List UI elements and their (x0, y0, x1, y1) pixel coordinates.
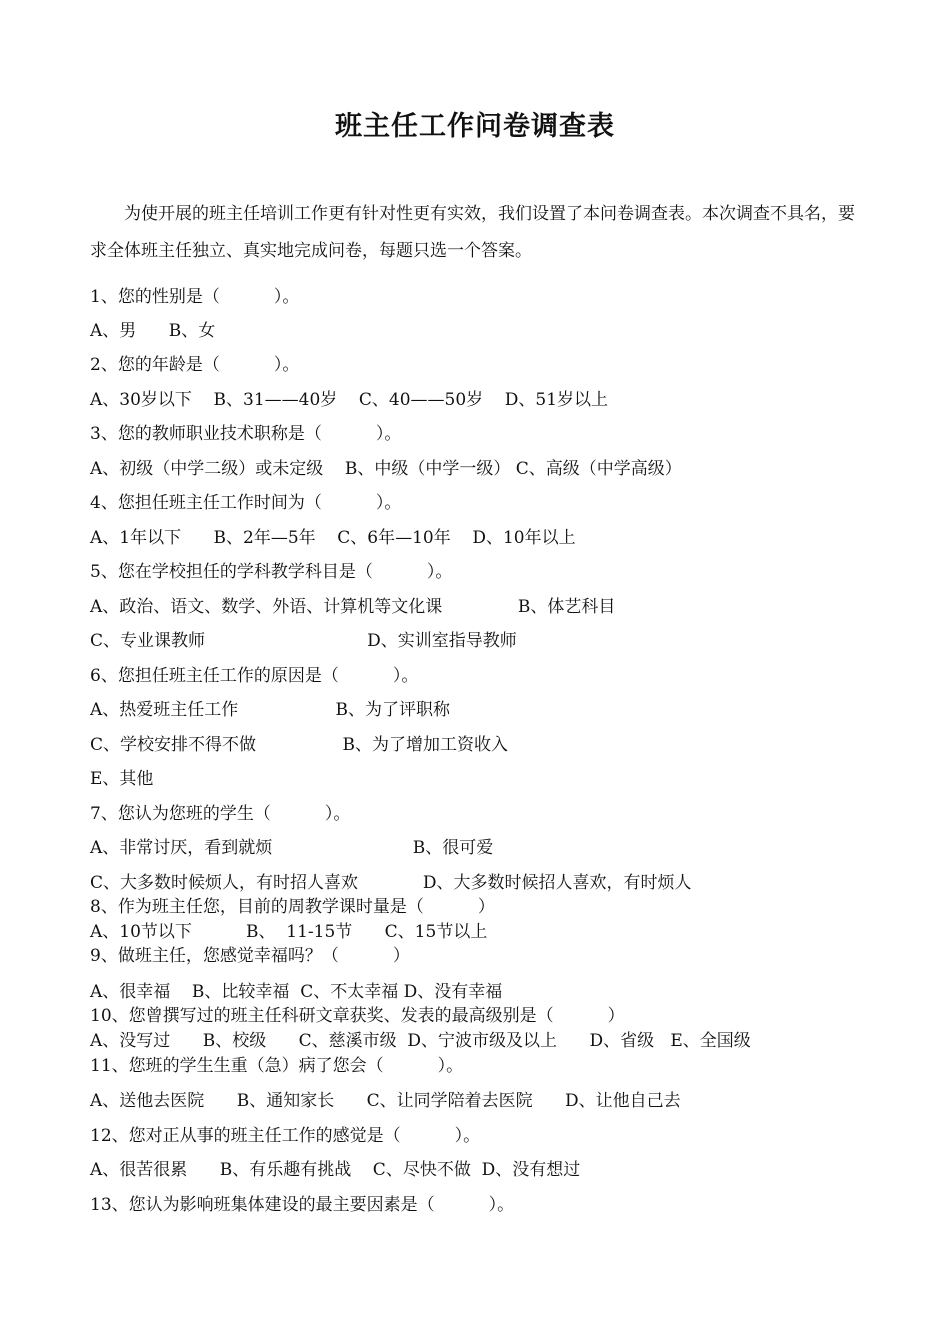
page-title: 班主任工作问卷调查表 (335, 111, 615, 142)
question-3-options: A、初级（中学二级）或未定级 B、中级（中学一级） C、高级（中学高级） (90, 459, 682, 479)
question-6-options-2: C、学校安排不得不做 B、为了增加工资收入 (90, 735, 508, 755)
question-10: 10、您曾撰写过的班主任科研文章获奖、发表的最高级别是（ ） (90, 1006, 625, 1026)
question-5-options-2: C、专业课教师 D、实训室指导教师 (90, 631, 517, 651)
question-13: 13、您认为影响班集体建设的最主要因素是（ ）。 (90, 1195, 515, 1215)
question-12-options: A、很苦很累 B、有乐趣有挑战 C、尽快不做 D、没有想过 (90, 1160, 581, 1180)
question-6-options-3: E、其他 (90, 769, 154, 789)
question-12: 12、您对正从事的班主任工作的感觉是（ ）。 (90, 1126, 481, 1146)
question-10-options: A、没写过 B、校级 C、慈溪市级 D、宁波市级及以上 D、省级 E、全国级 (90, 1031, 751, 1051)
question-5-options-1: A、政治、语文、数学、外语、计算机等文化课 B、体艺科目 (90, 597, 616, 617)
question-7: 7、您认为您班的学生（ ）。 (90, 804, 351, 824)
question-2-options: A、30岁以下 B、31——40岁 C、40——50岁 D、51岁以上 (90, 390, 609, 410)
intro-paragraph: 为使开展的班主任培训工作更有针对性更有实效，我们设置了本问卷调查表。本次调查不具名，要求全体班主任独立、真实地完成问卷，每题只选一个答案。 (90, 204, 855, 261)
question-6: 6、您担任班主任工作的原因是（ ）。 (90, 666, 419, 686)
question-1: 1、您的性别是（ ）。 (90, 287, 300, 307)
question-6-options-1: A、热爱班主任工作 B、为了评职称 (90, 700, 451, 720)
question-7-options-2: C、大多数时候烦人，有时招人喜欢 D、大多数时候招人喜欢，有时烦人 (90, 873, 692, 893)
question-4: 4、您担任班主任工作时间为（ ）。 (90, 493, 402, 513)
question-9-options: A、很幸福 B、比较幸福 C、不太幸福 D、没有幸福 (90, 982, 503, 1002)
question-2: 2、您的年龄是（ ）。 (90, 355, 300, 375)
question-4-options: A、1年以下 B、2年—5年 C、6年—10年 D、10年以上 (90, 528, 576, 548)
question-3: 3、您的教师职业技术职称是（ ）。 (90, 424, 402, 444)
question-8: 8、作为班主任您，目前的周教学课时量是（ ） (90, 897, 495, 917)
question-11-options: A、送他去医院 B、通知家长 C、让同学陪着去医院 D、让他自己去 (90, 1091, 681, 1111)
question-7-options-1: A、非常讨厌，看到就烦 B、很可爱 (90, 838, 494, 858)
question-11: 11、您班的学生生重（急）病了您会（ ）。 (90, 1056, 464, 1076)
question-1-options: A、男 B、女 (90, 321, 216, 341)
question-9: 9、做班主任，您感觉幸福吗？（ ） (90, 946, 410, 966)
question-8-options: A、10节以下 B、 11-15节 C、15节以上 (90, 922, 488, 942)
question-5: 5、您在学校担任的学科教学科目是（ ）。 (90, 562, 453, 582)
